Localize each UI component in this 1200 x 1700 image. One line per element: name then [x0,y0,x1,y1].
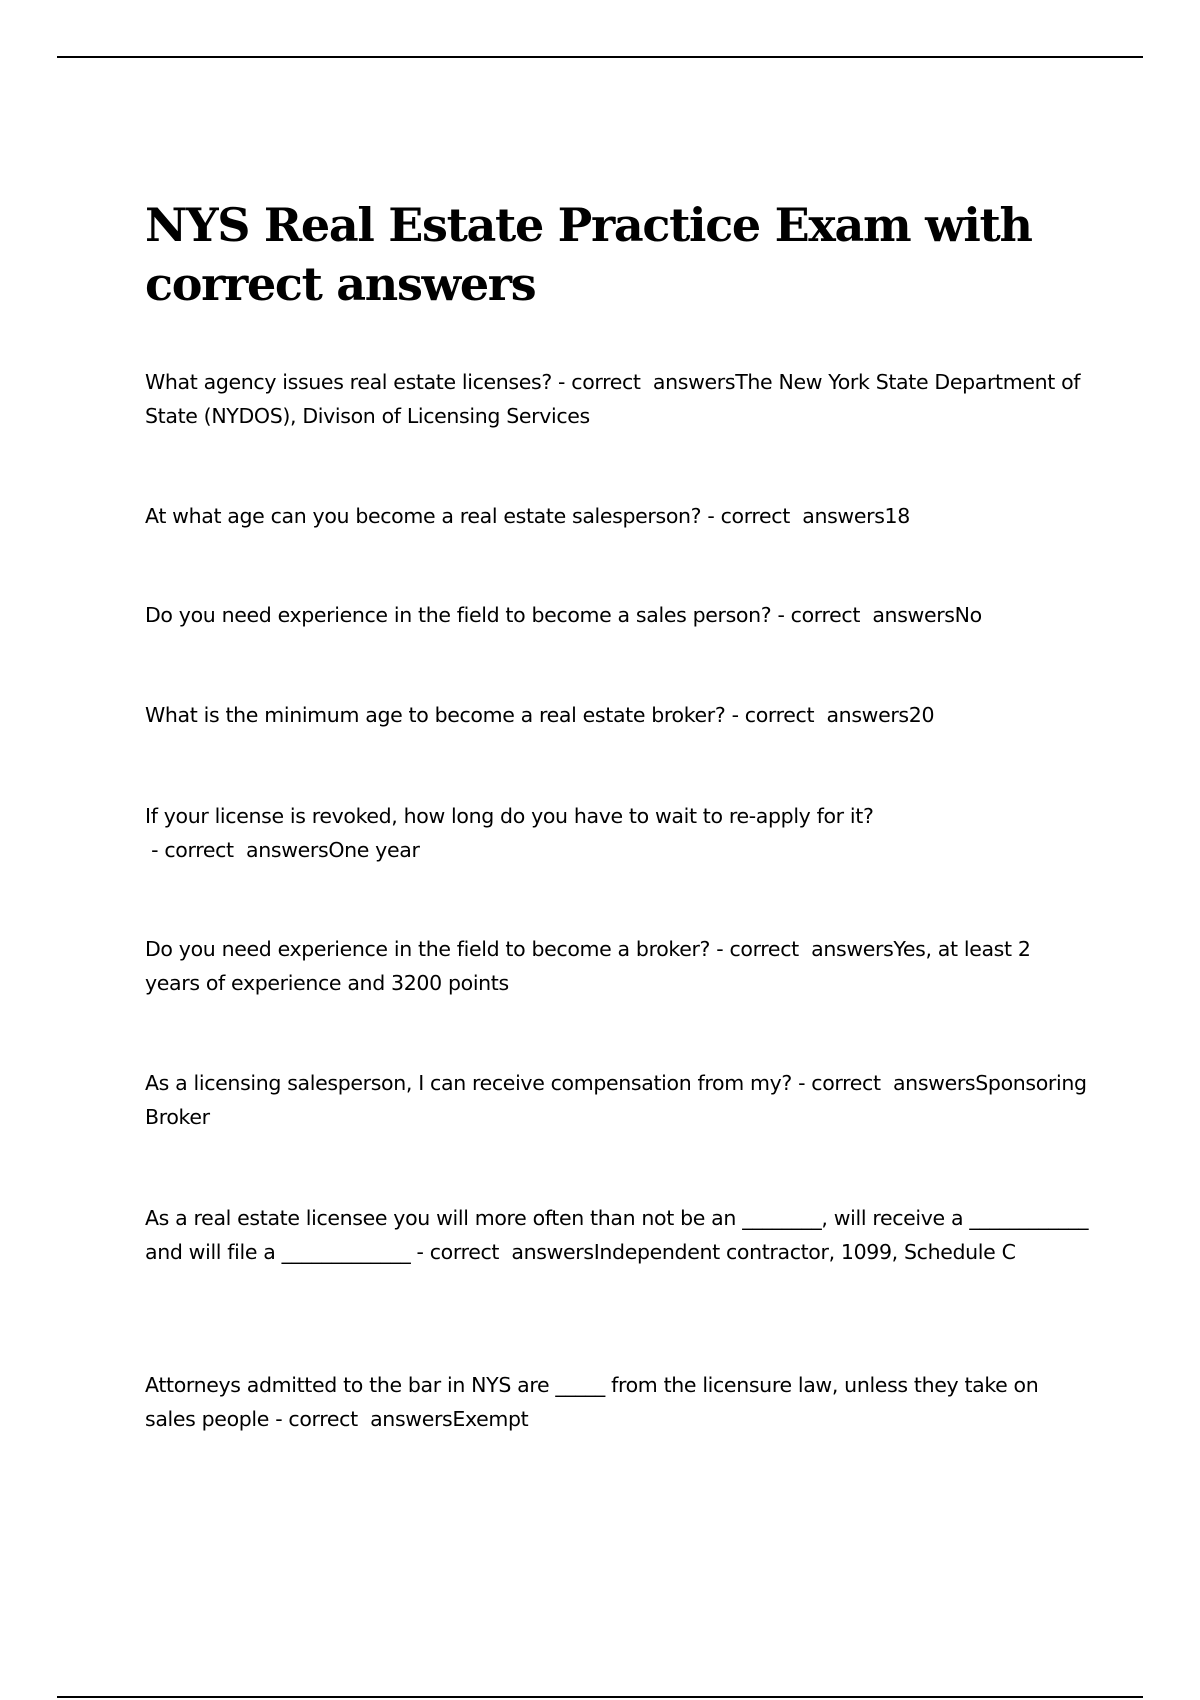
qa-item-3 [145,598,1090,632]
answer-text: No [954,603,982,627]
answer-separator: - correct answers [710,937,894,961]
bottom-rule [57,1696,1143,1698]
answer-separator: - correct answers [725,703,909,727]
qa-item-9 [145,1368,1090,1436]
question-text: As a real estate licensee you will more often than not be an ________, will receive a ____________ and will file a _____________ [145,1206,1089,1264]
answer-text: The New York State Department of State (NYDOS), Divison of Licensing Services [145,370,1081,428]
qa-item-4 [145,698,1090,732]
answer-separator: - correct answers [771,603,955,627]
answer-text: Exempt [452,1407,529,1431]
question-text: Attorneys admitted to the bar in NYS are _____ from the licensure law, unless they take on sales people [145,1373,1039,1431]
answer-text: Sponsoring Broker [145,1071,1087,1129]
question-text: What agency issues real estate licenses? [145,370,552,394]
question-text: What is the minimum age to become a real estate broker? [145,703,726,727]
question-text: Do you need experience in the field to become a sales person? [145,603,772,627]
answer-text: Independent contractor, 1099, Schedule C [593,1240,1016,1264]
qa-item-7 [145,1066,1090,1134]
answer-text: 18 [884,504,910,528]
answer-separator: - correct answers [269,1407,453,1431]
answer-separator: - correct answers [145,838,329,862]
answer-separator: - correct answers [410,1240,594,1264]
qa-item-5 [145,799,1090,867]
question-text: As a licensing salesperson, I can receive compensation from my? [145,1071,792,1095]
answer-text: Yes, at least 2 years of experience and 3200 points [145,937,1031,995]
answer-separator: - correct answers [551,370,736,394]
qa-item-2 [145,499,1090,533]
answer-separator: - correct answers [791,1071,976,1095]
question-text: At what age can you become a real estate salesperson? [145,504,702,528]
answer-text: One year [328,838,420,862]
qa-item-8 [145,1201,1090,1269]
document-title: NYS Real Estate Practice Exam with correct answers [145,198,1032,311]
qa-item-6 [145,932,1090,1000]
qa-item-1 [145,365,1090,433]
top-rule [57,56,1143,58]
answer-separator: - correct answers [701,504,885,528]
answer-text: 20 [908,703,935,727]
question-text: Do you need experience in the field to become a broker? [145,937,711,961]
question-text: If your license is revoked, how long do you have to wait to re-apply for it? [145,804,874,828]
